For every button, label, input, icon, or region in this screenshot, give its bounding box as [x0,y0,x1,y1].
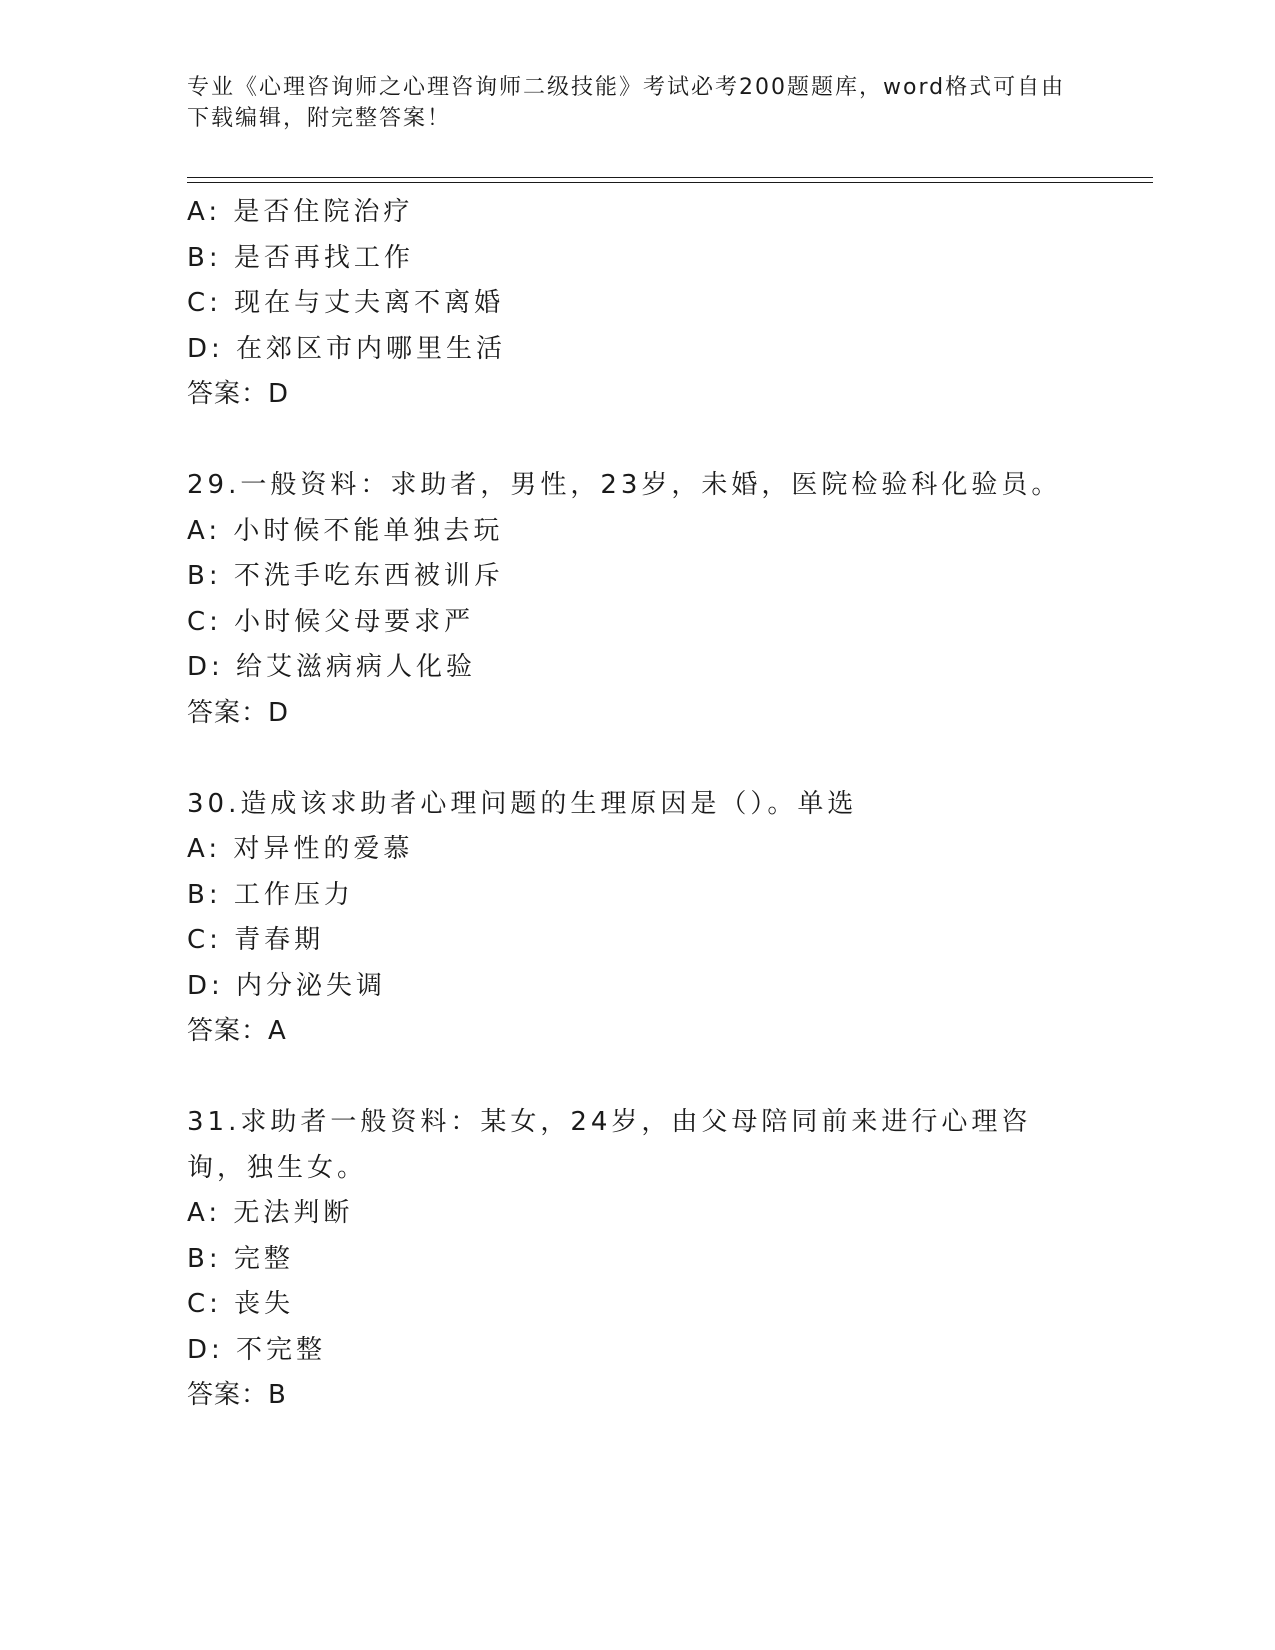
option-a: A: 无法判断 [187,1198,354,1228]
question-list [187,190,1087,1419]
spacer [187,418,1087,464]
option-d: D: 给艾滋病病人化验 [187,652,477,682]
answer-line: 答案：A [187,1016,287,1046]
option-b: B: 完整 [187,1243,294,1274]
question-30 [187,782,1087,1055]
question-31 [187,1100,1087,1419]
option-b: B: 不洗手吃东西被训斥 [187,561,504,591]
option-b: B: 是否再找工作 [187,242,414,273]
option-a: A: 小时候不能单独去玩 [187,515,504,546]
question-text: 30.造成该求助者心理问题的生理原因是（）。单选 [187,788,858,819]
option-d: D: 不完整 [187,1334,327,1365]
question-text: 31.求助者一般资料：某女，24岁，由父母陪同前来进行心理咨询，独生女。 [187,1107,1032,1183]
spacer [187,1055,1087,1101]
header-rule-top [187,177,1153,178]
option-d: D: 在郊区市内哪里生活 [187,333,507,364]
question-text: 29.一般资料：求助者，男性，23岁，未婚，医院检验科化验员。 [187,470,1062,500]
option-a: A: 对异性的爱慕 [187,834,414,864]
option-b: B: 工作压力 [187,879,354,910]
answer-line: 答案：D [187,379,290,409]
document-header: 专业《心理咨询师之心理咨询师二级技能》考试必考200题题库，word格式可自由下载编辑，附完整答案！ [187,75,1066,131]
answer-line: 答案：D [187,697,290,728]
option-d: D: 内分泌失调 [187,970,387,1001]
option-c: C: 青春期 [187,925,325,955]
option-c: C: 现在与丈夫离不离婚 [187,288,505,318]
spacer [187,736,1087,782]
question-29 [187,463,1087,736]
option-a: A: 是否住院治疗 [187,197,414,227]
option-c: C: 丧失 [187,1289,295,1319]
header-rule-bottom [187,182,1153,183]
answer-line: 答案：B [187,1380,287,1410]
question-28 [187,190,1087,418]
option-c: C: 小时候父母要求严 [187,606,475,637]
